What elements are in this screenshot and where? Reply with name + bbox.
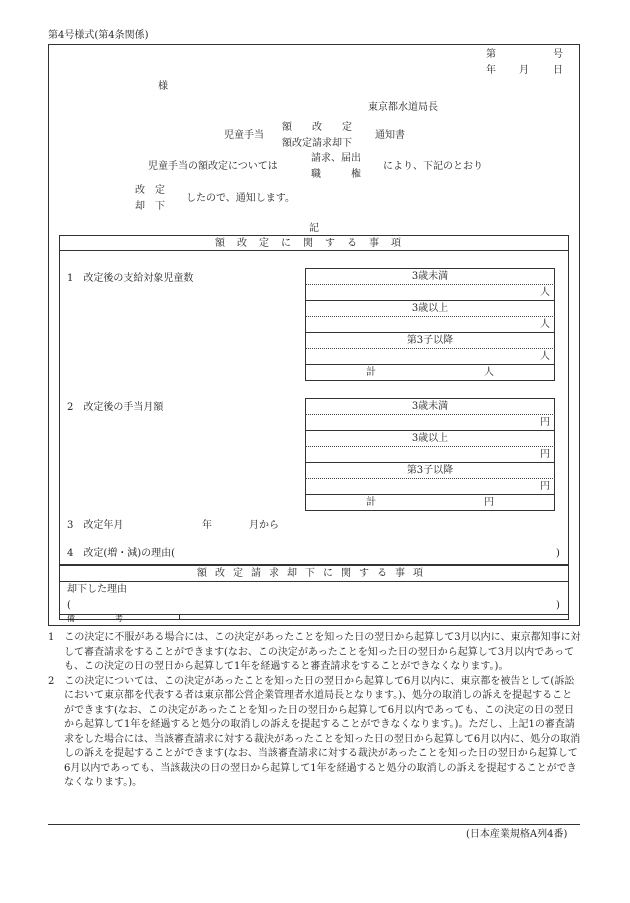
item1-row-under3: 3歳未満 bbox=[411, 271, 449, 282]
item1-dot-1 bbox=[305, 284, 555, 285]
notes-bottom-rule bbox=[48, 824, 580, 825]
item2-row-third: 第3子以降 bbox=[406, 465, 454, 476]
form-id: 第4号様式(第4条関係) bbox=[48, 30, 149, 41]
item2-dot-2 bbox=[305, 446, 555, 447]
item1-unit-1: 人 bbox=[540, 287, 550, 298]
decision-top: 改 定 bbox=[135, 185, 165, 196]
intro-option-bottom: 職 権 bbox=[311, 169, 361, 180]
item1-dot-2 bbox=[305, 316, 555, 317]
number-suffix: 号 bbox=[553, 49, 563, 60]
item1-row-third: 第3子以降 bbox=[406, 335, 454, 346]
note-1: 1 この決定に不服がある場合には、この決定があったことを知った日の翌日から起算して3月以内に、東京都知事に対して審査請求をすることができます(なお、この決定があったことを知った日の翌日から起算して3月以内であっても、この決定の日の翌日から起算して1年を経過すると審査請求をすることができなくなります。)。 bbox=[48, 632, 581, 672]
date-year: 年 bbox=[486, 65, 496, 76]
item1-total-unit: 人 bbox=[484, 367, 494, 378]
item2-rule-3 bbox=[305, 494, 555, 495]
section1-header: 額改定に関する事項 bbox=[215, 238, 413, 249]
item1-rule-3 bbox=[305, 364, 555, 365]
title-suffix: 通知書 bbox=[375, 130, 405, 141]
item3-month: 月から bbox=[249, 520, 279, 531]
item2-unit-3: 円 bbox=[540, 481, 550, 492]
reason-close-paren: ) bbox=[556, 600, 560, 611]
section2-remarks-divider bbox=[179, 614, 180, 620]
item2-rule-1 bbox=[305, 430, 555, 431]
item1-row-over3: 3歳以上 bbox=[411, 303, 449, 314]
item4-label: 4 改定(増・減)の理由( bbox=[67, 548, 176, 559]
reason-label: 却下した理由 bbox=[67, 584, 127, 595]
addressee-suffix: 様 bbox=[158, 81, 168, 92]
notes bbox=[48, 631, 582, 791]
ki-marker: 記 bbox=[309, 223, 319, 234]
item2-total-unit: 円 bbox=[484, 497, 494, 508]
item3-year: 年 bbox=[202, 520, 212, 531]
item1-total-label: 計 bbox=[366, 367, 376, 378]
item2-unit-2: 円 bbox=[540, 449, 550, 460]
item1-rule-1 bbox=[305, 300, 555, 301]
item1-unit-3: 人 bbox=[540, 351, 550, 362]
item2-total-label: 計 bbox=[366, 497, 376, 508]
section2-header: 額改定請求却下に関する事項 bbox=[197, 568, 431, 579]
intro-text2: により、下記のとおり bbox=[383, 161, 483, 172]
section1-header-rule bbox=[59, 250, 569, 251]
item2-row-under3: 3歳未満 bbox=[411, 401, 449, 412]
date-day: 日 bbox=[553, 65, 563, 76]
number-label: 第 bbox=[486, 49, 496, 60]
title-prefix: 児童手当 bbox=[224, 130, 264, 141]
item2-rule-2 bbox=[305, 462, 555, 463]
decision-bottom: 却 下 bbox=[135, 201, 165, 212]
item2-row-over3: 3歳以上 bbox=[411, 433, 449, 444]
section2-remarks-rule bbox=[59, 614, 569, 615]
item1-unit-2: 人 bbox=[540, 319, 550, 330]
intro-option-top: 請求、届出 bbox=[311, 153, 361, 164]
section2-header-rule bbox=[59, 581, 569, 582]
title-option-top: 額 改 定 bbox=[282, 122, 352, 133]
issuer: 東京都水道局長 bbox=[368, 102, 438, 113]
footer-standard: (日本産業規格A列4番) bbox=[466, 829, 568, 840]
item1-label: 1 改定後の支給対象児童数 bbox=[67, 273, 194, 284]
intro-text3: したので、通知します。 bbox=[186, 193, 295, 204]
item3-label: 3 改定年月 bbox=[67, 520, 124, 531]
item1-dot-3 bbox=[305, 348, 555, 349]
item2-unit-1: 円 bbox=[540, 417, 550, 428]
reason-open-paren: ( bbox=[67, 600, 71, 611]
date-month: 月 bbox=[519, 65, 529, 76]
remarks-label: 備 考 bbox=[67, 614, 123, 623]
item4-close: ) bbox=[556, 548, 560, 559]
item2-dot-3 bbox=[305, 478, 555, 479]
item2-label: 2 改定後の手当月額 bbox=[67, 402, 164, 413]
item2-dot-1 bbox=[305, 414, 555, 415]
item1-rule-2 bbox=[305, 332, 555, 333]
intro-text1: 児童手当の額改定については bbox=[148, 161, 278, 172]
title-option-bottom: 額改定請求却下 bbox=[282, 138, 352, 149]
note-2: 2 この決定については、この決定があったことを知った日の翌日から起算して6月以内に、東京都を被告として(訴訟において東京都を代表する者は東京都公営企業管理者水道局長となります。)、処分の取消しの訴えを提起することができます(なお、この決定があったことを知った日の翌日から起算して6月以内であっても、この決定の日の翌日から起算して1年を経過すると処分の取消しの訴えを提起することができなくなります。)。ただし、上記1の審査請求をした場合には、当該審査請求に対する裁決があったことを知った日の翌日から起算して6月以内に、処分の取消しの訴えを提起することができます(なお、当該審査請求に対する裁決があったことを知った日の翌日から起算して6月以内であっても、当該裁決の日の翌日から起算して1年を経過すると処分の取消しの訴えを提起することができなくなります。)。 bbox=[48, 675, 581, 788]
